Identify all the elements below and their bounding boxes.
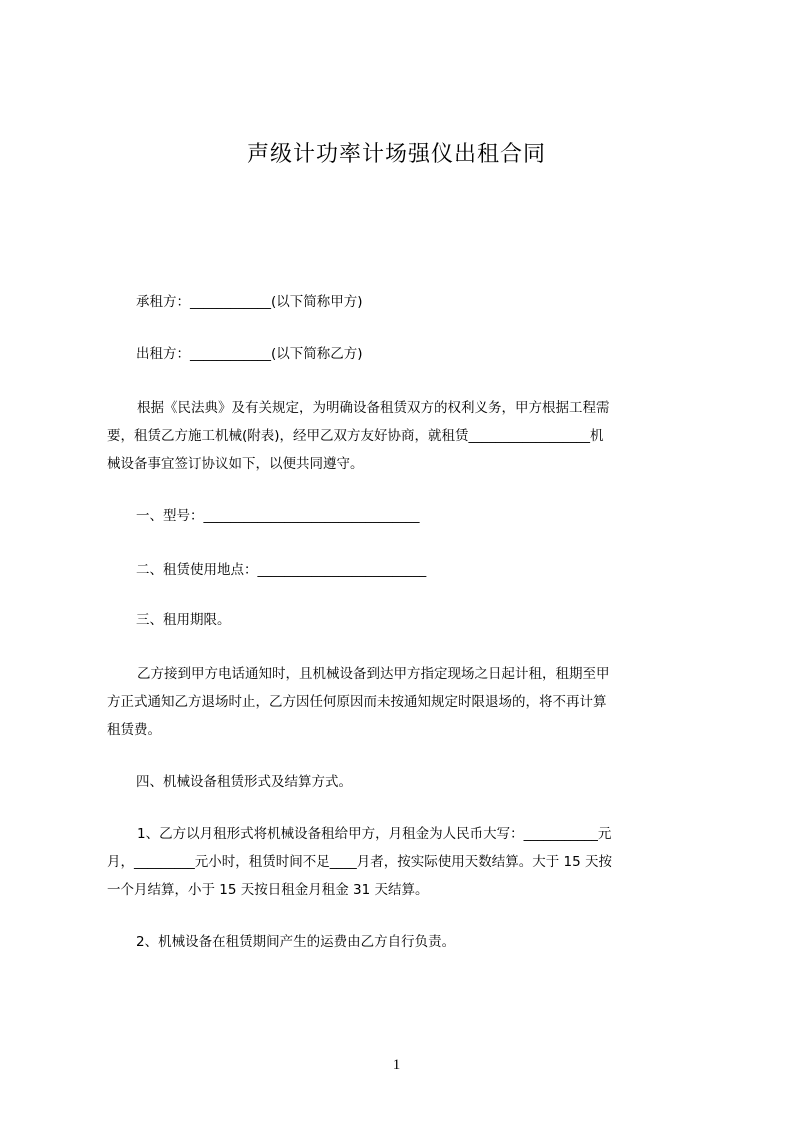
settlement-line-2: 月，_________元小时，租赁时间不足____月者，按实际使用天数结算。大于 15 天按 bbox=[107, 854, 613, 870]
term-line-3: 租赁费。 bbox=[107, 722, 161, 738]
section-settlement-heading: 四、机械设备租赁形式及结算方式。 bbox=[136, 774, 352, 790]
settlement-item-1 bbox=[107, 820, 707, 904]
section-location: 二、租赁使用地点：_________________________ bbox=[136, 562, 427, 578]
settlement-item-2: 2、机械设备在租赁期间产生的运费由乙方自行负责。 bbox=[136, 934, 456, 950]
term-line-2: 方正式通知乙方退场时止，乙方因任何原因而未按通知规定时限退场的，将不再计算 bbox=[107, 694, 607, 710]
intro-paragraph bbox=[107, 394, 707, 478]
page-number: 1 bbox=[392, 1057, 401, 1073]
lessee-line: 承租方：____________(以下简称甲方) bbox=[136, 294, 363, 310]
intro-line-2: 要，租赁乙方施工机械(附表)，经甲乙双方友好协商，就租赁__________________机 bbox=[107, 428, 604, 444]
section-model: 一、型号：________________________________ bbox=[136, 508, 420, 524]
intro-line-1: 根据《民法典》及有关规定，为明确设备租赁双方的权利义务，甲方根据工程需 bbox=[137, 400, 610, 416]
section-term-heading: 三、租用期限。 bbox=[136, 612, 231, 628]
section-term-body bbox=[107, 660, 707, 744]
settlement-line-3: 一个月结算，小于 15 天按日租金月租金 31 天结算。 bbox=[107, 882, 429, 898]
term-line-1: 乙方接到甲方电话通知时，且机械设备到达甲方指定现场之日起计租，租期至甲 bbox=[137, 666, 610, 682]
intro-line-3: 械设备事宜签订协议如下，以便共同遵守。 bbox=[107, 456, 364, 472]
settlement-line-1: 1、乙方以月租形式将机械设备租给甲方，月租金为人民币大写：___________元 bbox=[137, 826, 612, 842]
document-title: 声级计功率计场强仪出租合同 bbox=[246, 142, 546, 167]
lessor-line: 出租方：____________(以下简称乙方) bbox=[136, 346, 363, 362]
